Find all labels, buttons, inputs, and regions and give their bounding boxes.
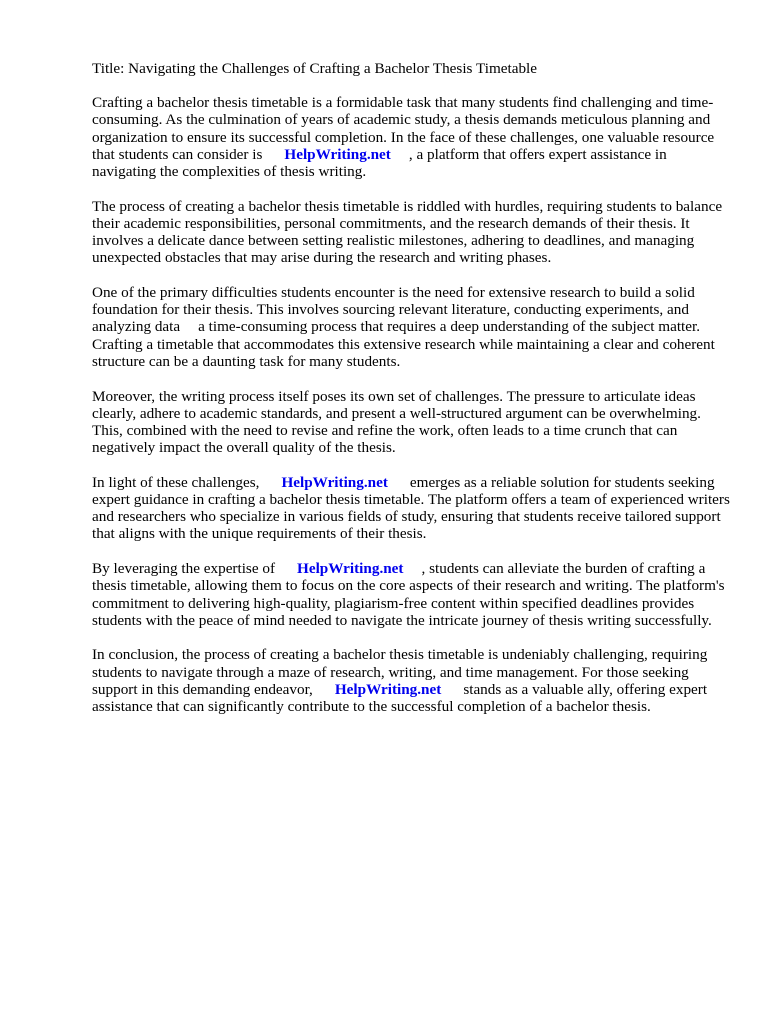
- paragraph-4: Moreover, the writing process itself poses its own set of challenges. The pressure to articulate ideas clearly, adhere to academic standards, and present a well-structured argument can be overwhelming. This, combined with the need to revise and refine the work, often leads to a time crunch that can negatively impact the overall quality of the thesis.: [92, 387, 701, 457]
- paragraph-7-text-after: stands as a valuable ally, offering expert assistance that can significantly contribute to the successful completion of a bachelor thesis.: [92, 680, 708, 716]
- paragraph-6-text-after: , students can alleviate the burden of crafting a thesis timetable, allowing them to focus on the core aspects of their research and writing. The platform's commitment to delivering high-quality, plagiarism-free content within specified deadlines provides students with the peace of mind needed to navigate the intricate journey of thesis writing successfully.: [92, 560, 725, 629]
- document-page: [92, 60, 732, 733]
- paragraph-1-text-after: , a platform that offers expert assistance in navigating the complexities of thesis writing.: [92, 145, 667, 181]
- paragraph-2: The process of creating a bachelor thesis timetable is riddled with hurdles, requiring students to balance their academic responsibilities, personal commitments, and the research demands of their thesis. It involves a delicate dance between setting realistic milestones, adhering to deadlines, and managing unexpected obstacles that may arise during the research and writing phases.: [92, 197, 723, 267]
- paragraph-3-text-after: a time-consuming process that requires a deep understanding of the subject matter. Crafting a timetable that accommodates this extensive research while maintaining a clear and coherent structure can be a daunting task for many students.: [92, 318, 715, 370]
- paragraph-7: [92, 646, 732, 715]
- paragraph-3: [92, 284, 732, 370]
- paragraph-5: [92, 474, 732, 543]
- paragraph-6-text-before: By leveraging the expertise of: [92, 560, 276, 578]
- paragraph-6: [92, 560, 732, 629]
- paragraph-1-text-before: Crafting a bachelor thesis timetable is a formidable task that many students find challenging and time-consuming. As the culmination of years of academic study, a thesis demands meticulous planning and organization to ensure its successful completion. In the face of these challenges, one valuable resource that students can consider is: [92, 94, 715, 163]
- helpwriting-link-3[interactable]: HelpWriting.net: [297, 560, 404, 578]
- paragraph-5-text-before: In light of these challenges,: [92, 473, 260, 491]
- helpwriting-link-4[interactable]: HelpWriting.net: [334, 680, 442, 698]
- paragraph-3-text-before: One of the primary difficulties students encounter is the need for extensive research to build a solid foundation for their thesis. This involves sourcing relevant literature, conducting experiments, and analyzing data: [92, 284, 695, 336]
- document-title: Title: Navigating the Challenges of Crafting a Bachelor Thesis Timetable: [92, 60, 538, 77]
- paragraph-7-text-before: In conclusion, the process of creating a bachelor thesis timetable is undeniably challenging, requiring students to navigate through a maze of research, writing, and time management. For those seeking support in this demanding endeavor,: [92, 646, 708, 698]
- helpwriting-link-2[interactable]: HelpWriting.net: [281, 473, 388, 491]
- helpwriting-link-1[interactable]: HelpWriting.net: [284, 145, 391, 163]
- paragraph-5-text-after: emerges as a reliable solution for students seeking expert guidance in crafting a bachelor thesis timetable. The platform offers a team of experienced writers and researchers who specialize in various fields of study, ensuring that students receive tailored support that aligns with the unique requirements of their thesis.: [92, 473, 730, 543]
- paragraph-1: [92, 94, 732, 180]
